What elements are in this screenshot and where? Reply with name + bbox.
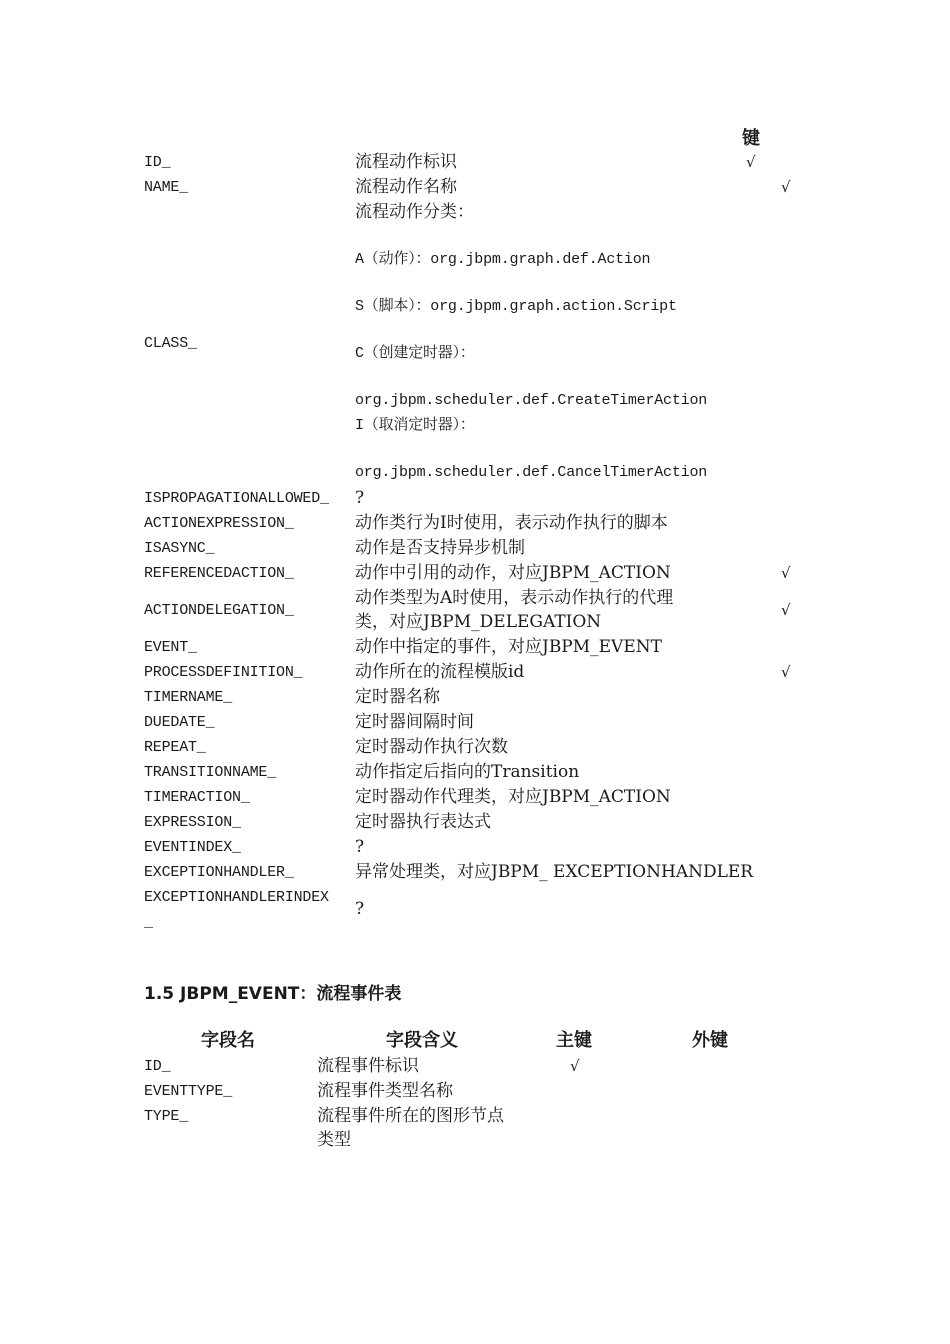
table1-field: EXCEPTIONHANDLERINDEX	[144, 889, 329, 906]
section-heading: 1.5 JBPM_EVENT：流程事件表	[144, 984, 402, 1004]
table2-desc: 流程事件所在的图形节点	[317, 1106, 504, 1126]
table1-desc: 动作是否支持异步机制	[355, 538, 525, 558]
table1-header-fragment: 键	[742, 128, 760, 149]
table1-fk-check: √	[781, 564, 791, 582]
table1-field: ISASYNC_	[144, 540, 215, 557]
table2-field: TYPE_	[144, 1108, 189, 1125]
table2-header-desc: 字段含义	[386, 1030, 458, 1051]
table1-field: TIMERNAME_	[144, 689, 233, 706]
table1-field: EVENT_	[144, 639, 197, 656]
table1-fk-check: √	[781, 601, 791, 619]
table1-desc: ?	[355, 899, 365, 919]
table1-field: REPEAT_	[144, 739, 206, 756]
table1-desc-class-line: 流程动作分类：	[355, 202, 474, 222]
table1-desc: 异常处理类，对应JBPM_ EXCEPTIONHANDLER	[355, 862, 754, 882]
table1-desc: 定时器执行表达式	[355, 812, 491, 832]
table1-desc-class-line: org.jbpm.scheduler.def.CreateTimerAction	[355, 392, 708, 409]
table1-fk-check: √	[781, 178, 791, 196]
table1-pk-check: √	[746, 153, 756, 171]
table1-desc-class-line: C（创建定时器）：	[355, 345, 475, 362]
table1-field: TIMERACTION_	[144, 789, 250, 806]
table2-desc: 流程事件类型名称	[317, 1081, 453, 1101]
table1-desc: 动作类行为I时使用，表示动作执行的脚本	[355, 513, 668, 533]
table1-desc: 动作中指定的事件，对应JBPM_EVENT	[355, 637, 662, 657]
table2-field: ID_	[144, 1058, 171, 1075]
table1-fk-check: √	[781, 663, 791, 681]
table1-desc: 定时器名称	[355, 687, 440, 707]
table1-desc: 动作类型为A时使用，表示动作执行的代理	[355, 588, 674, 608]
table1-desc-name: 流程动作名称	[355, 177, 457, 197]
table1-desc-class-line: S（脚本）：org.jbpm.graph.action.Script	[355, 298, 677, 315]
table1-desc: ?	[355, 488, 365, 508]
table1-field: EXPRESSION_	[144, 814, 241, 831]
table1-field: EXCEPTIONHANDLER_	[144, 864, 294, 881]
table1-field: ACTIONEXPRESSION_	[144, 515, 294, 532]
table2-header-pk: 主键	[556, 1030, 592, 1051]
table2-header-fk: 外键	[692, 1030, 728, 1051]
table1-desc: 动作中引用的动作，对应JBPM_ACTION	[355, 563, 671, 583]
table1-field: TRANSITIONNAME_	[144, 764, 277, 781]
table1-desc: 动作指定后指向的Transition	[355, 762, 580, 782]
table1-field: DUEDATE_	[144, 714, 215, 731]
table1-desc: 动作所在的流程模版id	[355, 662, 525, 682]
table1-desc-class-line: I（取消定时器）：	[355, 417, 475, 434]
table1-desc-class-line: org.jbpm.scheduler.def.CancelTimerAction	[355, 464, 708, 481]
table1-field: ISPROPAGATIONALLOWED_	[144, 490, 329, 507]
table2-desc: 类型	[317, 1130, 351, 1150]
table1-field: PROCESSDEFINITION_	[144, 664, 303, 681]
table1-desc-class-line: A（动作）：org.jbpm.graph.def.Action	[355, 251, 651, 268]
table1-field: EVENTINDEX_	[144, 839, 241, 856]
table1-field: ACTIONDELEGATION_	[144, 602, 294, 619]
table1-field-continuation: _	[144, 914, 153, 931]
table2-header-field: 字段名	[201, 1030, 255, 1051]
table2-desc: 流程事件标识	[317, 1056, 419, 1076]
table1-desc: 类，对应JBPM_DELEGATION	[355, 612, 602, 632]
table1-field-id: ID_	[144, 154, 171, 171]
table1-desc: 定时器间隔时间	[355, 712, 474, 732]
table1-field-name: NAME_	[144, 179, 189, 196]
table2-field: EVENTTYPE_	[144, 1083, 233, 1100]
table1-field-class: CLASS_	[144, 335, 197, 352]
table1-desc-id: 流程动作标识	[355, 152, 457, 172]
table2-pk-check: √	[570, 1057, 580, 1075]
table1-desc: 定时器动作代理类，对应JBPM_ACTION	[355, 787, 671, 807]
table1-desc: 定时器动作执行次数	[355, 737, 508, 757]
table1-desc: ?	[355, 837, 365, 857]
table1-field: REFERENCEDACTION_	[144, 565, 294, 582]
